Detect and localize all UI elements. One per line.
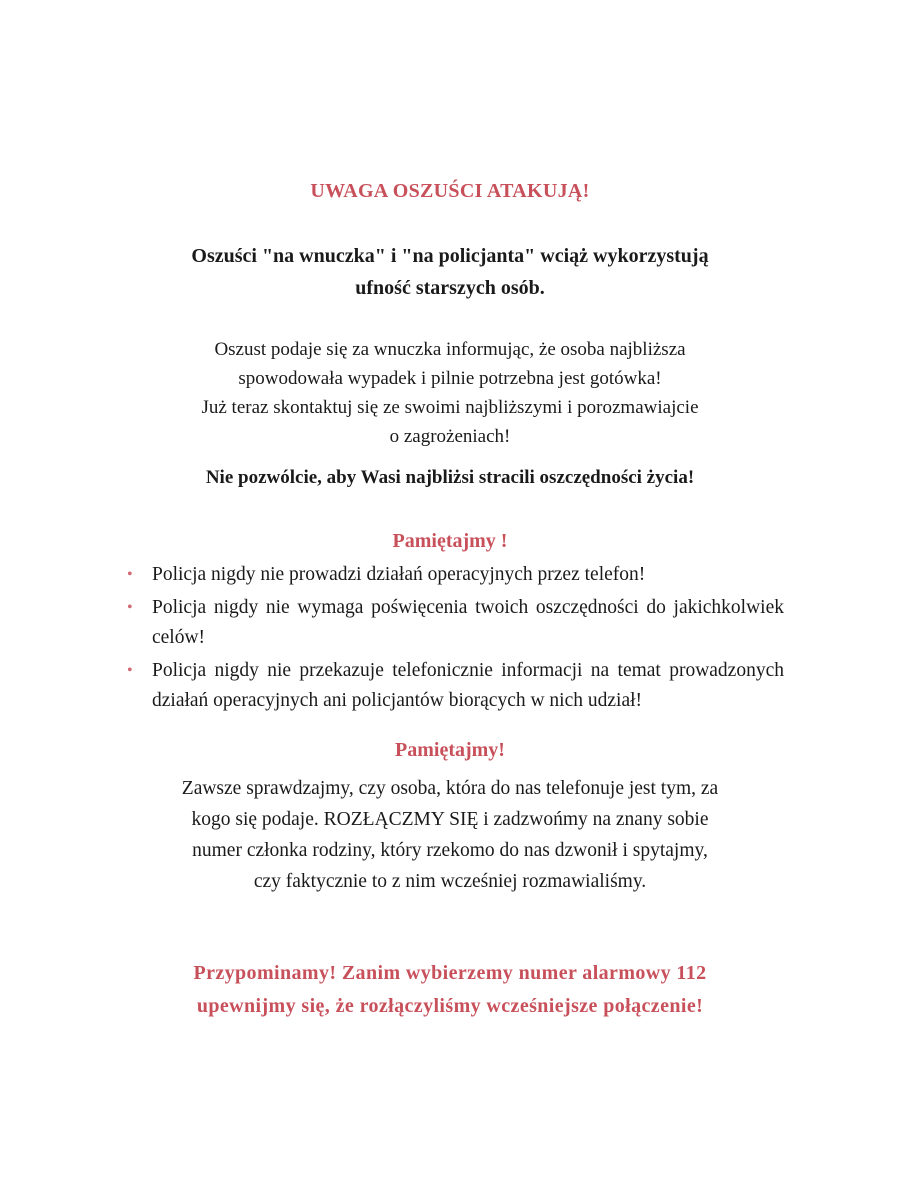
police-facts-list	[124, 560, 784, 719]
remember-heading-2: Pamiętajmy!	[395, 739, 505, 761]
list-item-text: Policja nigdy nie wymaga poświęcenia twoich oszczędności do jakichkolwiek celów!	[152, 597, 784, 648]
intro-paragraph	[80, 335, 820, 451]
bullet-icon: •	[127, 662, 133, 679]
advice-line-2: kogo się podaje. ROZŁĄCZMY SIĘ i zadzwońmy na znany sobie	[191, 809, 709, 830]
bullet-icon: •	[127, 599, 133, 616]
subtitle	[100, 240, 800, 304]
remember-heading-1: Pamiętajmy !	[392, 530, 508, 552]
list-item-text: Policja nigdy nie prowadzi działań operacyjnych przez telefon!	[152, 564, 646, 585]
intro-line-4: o zagrożeniach!	[389, 426, 511, 447]
reminder-line-2: upewnijmy się, że rozłączyliśmy wcześniejsze połączenie!	[196, 995, 704, 1017]
list-item	[124, 656, 784, 716]
advice-paragraph	[90, 773, 810, 897]
warning-text: Nie pozwólcie, aby Wasi najbliżsi stracili oszczędności życia!	[205, 467, 695, 488]
list-item	[124, 593, 784, 653]
intro-line-2: spowodowała wypadek i pilnie potrzebna jest gotówka!	[238, 368, 662, 389]
page-title: UWAGA OSZUŚCI ATAKUJĄ!	[310, 180, 590, 202]
list-item	[124, 560, 784, 590]
subtitle-line-2: ufność starszych osób.	[355, 277, 545, 299]
list-item-text: Policja nigdy nie przekazuje telefonicznie informacji na temat prowadzonych działań operacyjnych ani policjantów biorących w nich udział!	[152, 660, 784, 711]
advice-line-4: czy faktycznie to z nim wcześniej rozmawialiśmy.	[253, 871, 647, 892]
reminder-line-1: Przypominamy! Zanim wybierzemy numer alarmowy 112	[193, 962, 707, 984]
intro-line-1: Oszust podaje się za wnuczka informując, że osoba najbliższa	[214, 339, 686, 360]
advice-line-1: Zawsze sprawdzajmy, czy osoba, która do nas telefonuje jest tym, za	[181, 778, 719, 799]
bullet-icon: •	[127, 566, 133, 583]
intro-line-3: Już teraz skontaktuj się ze swoimi najbliższymi i porozmawiajcie	[201, 397, 699, 418]
subtitle-line-1: Oszuści "na wnuczka" i "na policjanta" wciąż wykorzystują	[191, 245, 709, 267]
alarm-number-reminder	[100, 957, 800, 1023]
advice-line-3: numer członka rodziny, który rzekomo do nas dzwonił i spytajmy,	[192, 840, 708, 861]
